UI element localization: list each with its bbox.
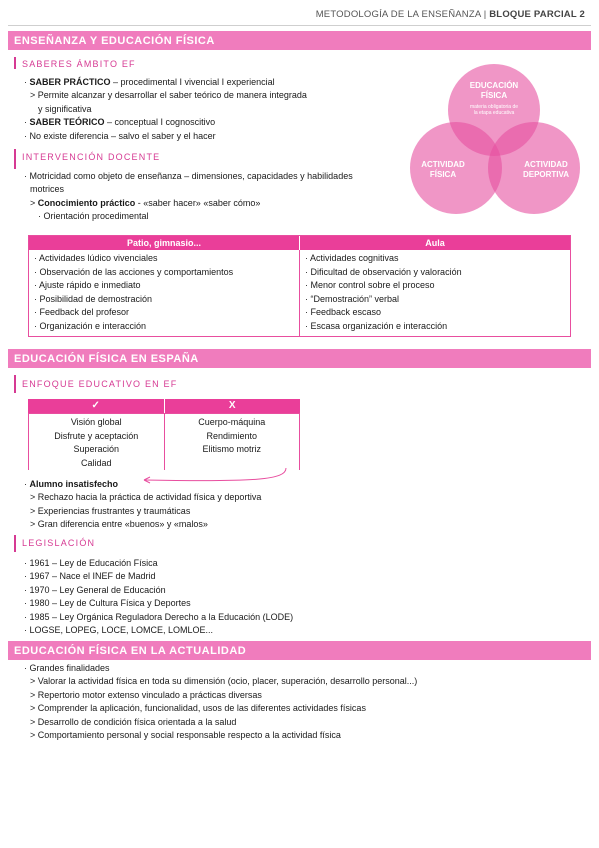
venn-small-label: materia obligatoria de la etapa educativa (469, 104, 519, 116)
alumno-line: > Experiencias frustrantes y traumáticas (30, 505, 191, 516)
venn-label-left: ACTIVIDAD FÍSICA (421, 160, 465, 179)
venn-label-top: EDUCACIÓN FÍSICA (469, 81, 519, 100)
actualidad-line: > Repertorio motor extenso vinculado a prácticas diversas (30, 689, 262, 700)
enfoque-cell: Superación (73, 444, 120, 455)
subsection-intervencion-title: INTERVENCIÓN DOCENTE (22, 152, 161, 162)
enfoque-cell: Visión global (70, 417, 122, 427)
table-body (29, 250, 570, 336)
table-header (29, 236, 570, 250)
enfoque-cell: Calidad (80, 457, 112, 468)
check-icon: ✓ (28, 399, 165, 413)
header-rule (8, 25, 591, 26)
table-cell: · Actividades lúdico vivenciales (34, 253, 158, 263)
header-separator: | (480, 9, 490, 20)
table-column-aula (300, 250, 570, 336)
saberes-line: · SABER TEÓRICO – conceptual I cognoscitivo (24, 117, 216, 128)
cross-icon: X (228, 400, 236, 411)
intervencion-list (24, 170, 353, 224)
subsection-bar (14, 535, 16, 552)
actualidad-line: > Valorar la actividad física en toda su dimensión (ocio, placer, superación, desarrollo personal...) (30, 676, 418, 687)
legislacion-line: · 1985 – Ley Orgánica Reguladora Derecho a la Educación (LODE) (24, 611, 294, 622)
enfoque-header (28, 399, 300, 413)
actualidad-list (24, 662, 417, 742)
venn-label-right: ACTIVIDAD DEPORTIVA (522, 160, 570, 179)
actualidad-line: > Desarrollo de condición física orientada a la salud (30, 716, 237, 727)
page-header (316, 9, 585, 20)
intervencion-line: · Orientación procedimental (38, 211, 149, 222)
actualidad-line: · Grandes finalidades (24, 663, 110, 673)
legislacion-line: · 1980 – Ley de Cultura Física y Deportes (24, 598, 191, 609)
legislacion-line: · 1961 – Ley de Educación Física (24, 558, 158, 568)
table-header-aula: Aula (425, 238, 445, 248)
table-cell: · Feedback del profesor (34, 307, 130, 317)
enfoque-column-negative (165, 414, 300, 470)
saberes-line: · SABER PRÁCTICO – procedimental I vivencial I experiencial (24, 77, 275, 87)
enfoque-cell: Cuerpo-máquina (198, 417, 266, 427)
saberes-line: · No existe diferencia – salvo el saber y el hacer (24, 130, 216, 141)
subsection-bar (14, 149, 16, 169)
enfoque-cell: Rendimiento (206, 430, 258, 441)
alumno-list (24, 478, 261, 532)
alumno-line: > Rechazo hacia la práctica de actividad física y deportiva (30, 492, 262, 503)
table-cell: · Ajuste rápido e inmediato (34, 280, 141, 290)
section-title-ensenanza: ENSEÑANZA Y EDUCACIÓN FÍSICA (8, 31, 591, 50)
table-cell: · Menor control sobre el proceso (305, 280, 435, 290)
section-title-actualidad: EDUCACIÓN FÍSICA EN LA ACTUALIDAD (8, 641, 591, 660)
table-cell: · Observación de las acciones y comportamientos (34, 266, 234, 277)
comparison-table (28, 235, 571, 337)
legislacion-list (24, 557, 293, 637)
venn-diagram (410, 64, 580, 224)
table-column-patio (29, 250, 300, 336)
header-subject: METODOLOGÍA DE LA ENSEÑANZA (315, 9, 481, 20)
subsection-enfoque-title: ENFOQUE EDUCATIVO EN EF (22, 379, 178, 389)
enfoque-table (28, 399, 300, 470)
table-cell: · Actividades cognitivas (305, 253, 399, 263)
actualidad-line: > Comportamiento personal y social responsable respecto a la actividad física (30, 730, 341, 741)
table-cell: · “Demostración” verbal (305, 293, 400, 304)
alumno-line: > Gran diferencia entre «buenos» y «malos» (30, 519, 208, 530)
actualidad-line: > Comprender la aplicación, funcionalidad, usos de las diferentes actividades físicas (30, 703, 366, 714)
header-part: BLOQUE PARCIAL 2 (489, 9, 585, 20)
table-cell: · Organización e interacción (34, 320, 147, 331)
subsection-bar (14, 57, 16, 69)
intervencion-line: motrices (30, 184, 65, 195)
table-cell: · Feedback escaso (305, 307, 382, 317)
table-cell: · Posibilidad de demostración (34, 293, 153, 304)
enfoque-cell: Disfrute y aceptación (54, 430, 139, 441)
legislacion-line: · 1970 – Ley General de Educación (24, 584, 166, 595)
intervencion-line: · Motricidad como objeto de enseñanza – dimensiones, capacidades y habilidades (24, 171, 353, 181)
subsection-saberes-title: SABERES ÁMBITO EF (22, 59, 136, 69)
saberes-line: y significativa (38, 103, 92, 114)
enfoque-cell: Elitismo motriz (202, 444, 261, 455)
alumno-line: · Alumno insatisfecho (24, 479, 119, 489)
section-title-espana: EDUCACIÓN FÍSICA EN ESPAÑA (8, 349, 591, 368)
subsection-bar (14, 375, 16, 393)
saberes-line: > Permite alcanzar y desarrollar el saber teórico de manera integrada (30, 90, 307, 101)
intervencion-line: > Conocimiento práctico - «saber hacer» «saber cómo» (30, 197, 261, 208)
enfoque-column-positive (29, 414, 165, 470)
table-header-patio: Patio, gimnasio... (29, 236, 300, 250)
table-cell: · Escasa organización e interacción (305, 320, 448, 331)
subsection-legislacion-title: LEGISLACIÓN (22, 538, 96, 548)
legislacion-line: · LOGSE, LOPEG, LOCE, LOMCE, LOMLOE... (24, 625, 214, 636)
saberes-list (24, 76, 307, 143)
enfoque-body (28, 413, 300, 470)
legislacion-line: · 1967 – Nace el INEF de Madrid (24, 571, 156, 582)
table-cell: · Dificultad de observación y valoración (305, 266, 462, 277)
